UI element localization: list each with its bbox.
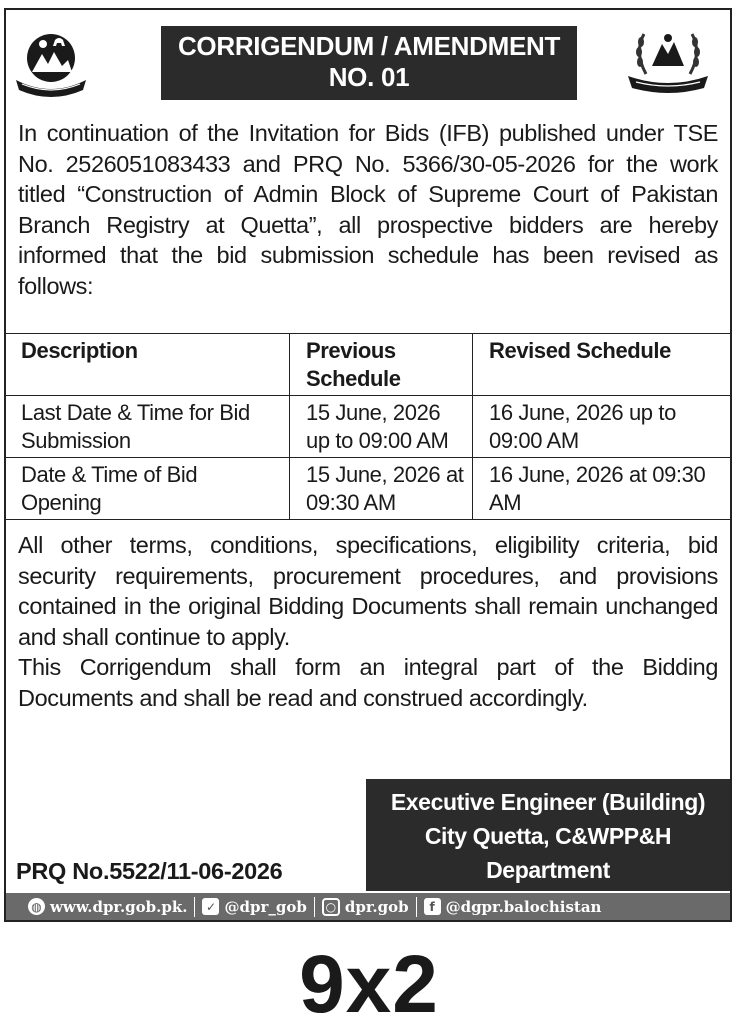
footer-divider — [314, 897, 315, 917]
footer-website[interactable] — [28, 898, 187, 916]
row-description: Last Date & Time for Bid Submission — [5, 396, 290, 458]
integral-part-paragraph: This Corrigendum shall form an integral part of the Bidding Documents and shall be read and construed accordingly. — [18, 654, 718, 711]
row-revised: 16 June, 2026 at 09:30 AM — [473, 458, 732, 520]
header-previous-schedule: Previous Schedule — [290, 334, 473, 396]
table-row — [5, 458, 732, 520]
signature-line-1: Executive Engineer (Building) — [390, 789, 706, 815]
footer-divider — [416, 897, 417, 917]
balochistan-emblem-icon — [10, 22, 92, 100]
row-previous: 15 June, 2026 up to 09:00 AM — [290, 396, 473, 458]
footer-divider — [194, 897, 195, 917]
table-row — [5, 396, 732, 458]
facebook-text: @dgpr.balochistan — [445, 897, 602, 916]
footer-facebook[interactable] — [424, 898, 602, 916]
row-previous: 15 June, 2026 at 09:30 AM — [290, 458, 473, 520]
dgpr-emblem-icon — [622, 22, 714, 98]
intro-paragraph: In continuation of the Invitation for Bids (IFB) published under TSE No. 2526051083433 and PRQ No. 5366/30-05-2026 for the work titled “Construction of Admin Block of Supreme Court of Pakistan Branch Registry at Quetta”, all prospective bidders are hereby informed that the bid submission schedule has been revised as follows: — [18, 120, 718, 299]
twitter-icon: ✓ — [202, 898, 219, 915]
footer-bar — [6, 893, 730, 920]
terms-paragraph: All other terms, conditions, specifications, eligibility criteria, bid security requirements, procurement procedures, and provisions contained in the original Bidding Documents shall remain unchanged and shall continue to apply. — [18, 532, 718, 650]
footer-twitter[interactable] — [202, 898, 306, 916]
schedule-table — [4, 333, 732, 520]
corrigendum-title-box — [161, 26, 577, 100]
ad-size-code: 9x2 — [299, 939, 439, 1030]
facebook-icon: f — [424, 898, 441, 915]
row-description: Date & Time of Bid Opening — [5, 458, 290, 520]
title-line-2: NO. 01 — [328, 62, 410, 92]
globe-icon: ◍ — [28, 898, 45, 915]
body-text — [18, 530, 718, 714]
row-revised: 16 June, 2026 up to 09:00 AM — [473, 396, 732, 458]
footer-instagram[interactable] — [322, 898, 409, 916]
table-header-row — [5, 334, 732, 396]
title-line-1: CORRIGENDUM / AMENDMENT — [177, 31, 561, 61]
instagram-text: dpr.gob — [344, 897, 409, 916]
signature-box — [366, 779, 730, 891]
website-text: www.dpr.gob.pk. — [50, 897, 188, 916]
signature-line-2: City Quetta, C&WPP&H — [424, 823, 672, 849]
signature-line-3: Department — [486, 857, 610, 883]
header-revised-schedule: Revised Schedule — [473, 334, 732, 396]
instagram-icon: ○ — [322, 898, 340, 916]
prq-number: PRQ No.5522/11-06-2026 — [16, 858, 283, 884]
twitter-text: @dpr_gob — [224, 897, 307, 916]
header-description: Description — [5, 334, 290, 396]
